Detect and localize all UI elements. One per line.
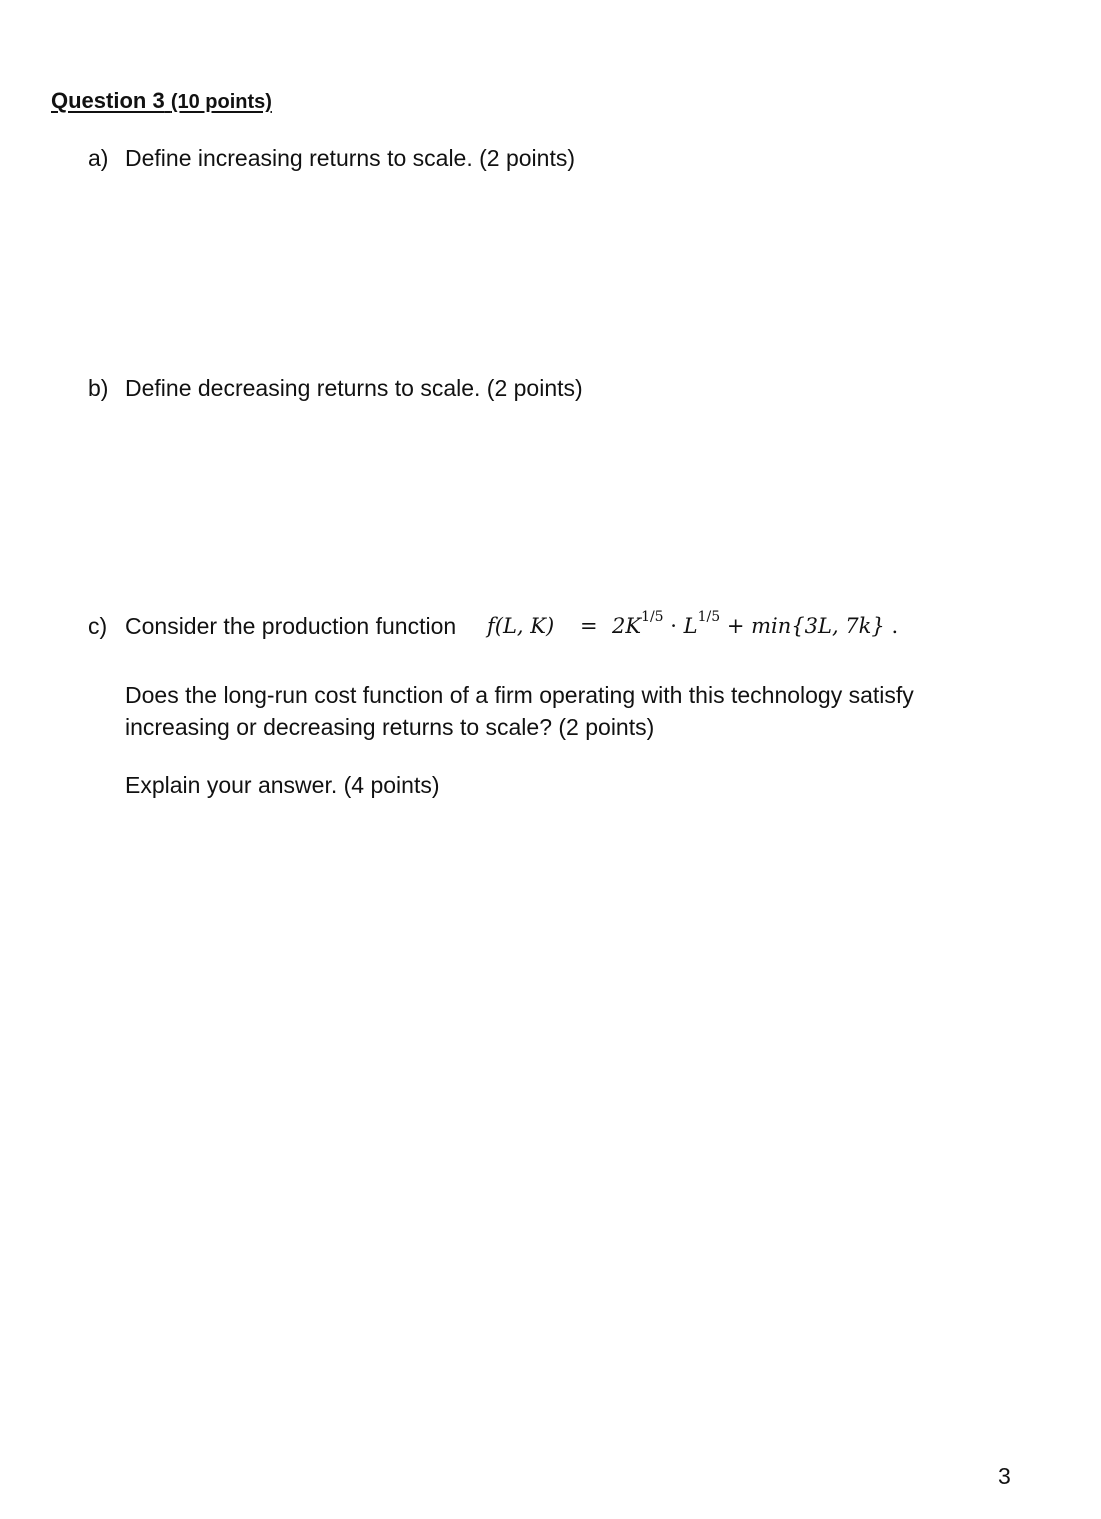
part-c-para2: Explain your answer. (4 points) — [125, 772, 440, 798]
formula-lhs: f(L, K) — [487, 614, 555, 638]
formula-plus: + — [726, 614, 745, 638]
question-heading — [51, 88, 272, 114]
part-c-intro: Consider the production function — [125, 613, 457, 639]
formula-l: L — [683, 614, 698, 638]
part-c-para1-line1: Does the long-run cost function of a firm operating with this technology satisfy — [125, 682, 914, 708]
formula-dot: · — [670, 614, 677, 638]
page-number: 3 — [998, 1463, 1011, 1489]
question-title: Question 3 — [51, 88, 165, 113]
formula-rhs — [612, 609, 899, 638]
production-function-formula — [487, 614, 554, 638]
formula-equals-wrap — [580, 614, 598, 638]
part-c-marker: c) — [88, 613, 108, 639]
part-b-text: Define decreasing returns to scale. (2 points) — [125, 375, 583, 401]
question-points: (10 points) — [170, 91, 272, 113]
formula-exp-l: 1/5 — [697, 609, 721, 625]
part-b-marker: b) — [88, 375, 109, 401]
formula-min-term: min{3L, 7k} — [751, 614, 885, 638]
formula-exp-k: 1/5 — [641, 609, 664, 625]
part-a-marker: a) — [88, 145, 109, 171]
formula-end: . — [891, 614, 899, 638]
part-c-para1-line2: increasing or decreasing returns to scale? (2 points) — [125, 714, 655, 740]
formula-equals: = — [580, 614, 598, 638]
part-a-text: Define increasing returns to scale. (2 points) — [125, 145, 575, 171]
formula-coef: 2K — [612, 614, 642, 638]
